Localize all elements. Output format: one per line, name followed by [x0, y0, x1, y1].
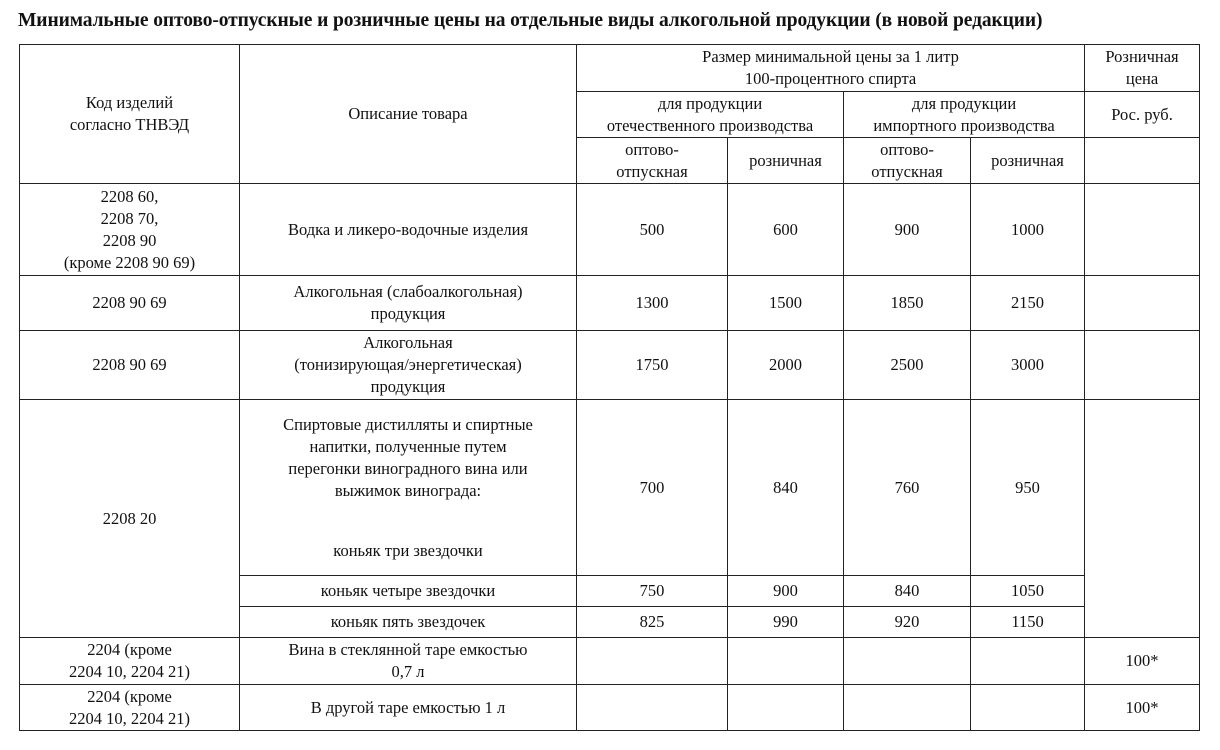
row-dom-retail: 840 [728, 400, 844, 576]
row-dom-retail: 1500 [728, 276, 844, 331]
cognac-item-label: коньяк три звездочки [333, 540, 483, 560]
price-table [19, 44, 1200, 731]
row-description: Водка и ликеро-водочные изделия [240, 184, 577, 276]
row-dom-retail: 600 [728, 184, 844, 276]
row-dom-wholesale: 500 [577, 184, 728, 276]
cognac-item-label: коньяк пять звездочек [240, 607, 577, 638]
cognac-retail-rub [1085, 400, 1200, 638]
header-min-price: Размер минимальной цены за 1 литр 100-процентного спирта [577, 45, 1085, 92]
table-row-cognac [20, 400, 1200, 576]
header-row-1 [20, 45, 1200, 92]
header-domestic: для продукции отечественного производства [577, 92, 844, 138]
row-imp-retail [971, 638, 1085, 685]
header-currency: Рос. руб. [1085, 92, 1200, 138]
row-imp-wholesale: 920 [844, 607, 971, 638]
row-dom-retail: 900 [728, 576, 844, 607]
row-dom-wholesale: 750 [577, 576, 728, 607]
row-dom-retail [728, 638, 844, 685]
row-dom-wholesale: 700 [577, 400, 728, 576]
header-empty-cell [1085, 138, 1200, 184]
table-row [20, 276, 1200, 331]
row-imp-wholesale: 760 [844, 400, 971, 576]
table-row [20, 184, 1200, 276]
row-code: 2208 90 69 [20, 331, 240, 400]
row-dom-wholesale: 1750 [577, 331, 728, 400]
row-retail-rub: 100* [1085, 685, 1200, 731]
row-imp-retail: 1050 [971, 576, 1085, 607]
row-description: В другой таре емкостью 1 л [240, 685, 577, 731]
row-imp-retail [971, 685, 1085, 731]
row-description: Вина в стеклянной таре емкостью 0,7 л [240, 638, 577, 685]
row-imp-wholesale: 840 [844, 576, 971, 607]
cognac-description [240, 400, 577, 576]
row-imp-wholesale: 2500 [844, 331, 971, 400]
header-dom-wholesale: оптово- отпускная [577, 138, 728, 184]
row-retail-rub [1085, 276, 1200, 331]
table-row [20, 638, 1200, 685]
header-retail-price: Розничная цена [1085, 45, 1200, 92]
row-imp-wholesale: 1850 [844, 276, 971, 331]
row-dom-retail: 2000 [728, 331, 844, 400]
header-imp-retail: розничная [971, 138, 1085, 184]
row-description: Алкогольная (тонизирующая/энергетическая) продукция [240, 331, 577, 400]
row-dom-retail [728, 685, 844, 731]
header-dom-retail: розничная [728, 138, 844, 184]
row-imp-retail: 3000 [971, 331, 1085, 400]
cognac-item-label: коньяк четыре звездочки [240, 576, 577, 607]
row-imp-wholesale [844, 685, 971, 731]
row-code: 2204 (кроме 2204 10, 2204 21) [20, 638, 240, 685]
row-dom-wholesale [577, 638, 728, 685]
header-code: Код изделий согласно ТНВЭД [20, 45, 240, 184]
row-imp-retail: 1000 [971, 184, 1085, 276]
row-description: Алкогольная (слабоалкогольная) продукция [240, 276, 577, 331]
row-retail-rub: 100* [1085, 638, 1200, 685]
row-code: 2208 90 69 [20, 276, 240, 331]
row-retail-rub [1085, 184, 1200, 276]
row-dom-wholesale: 825 [577, 607, 728, 638]
header-imported: для продукции импортного производства [844, 92, 1085, 138]
row-imp-retail: 950 [971, 400, 1085, 576]
cognac-intro: Спиртовые дистилляты и спиртные напитки, полученные путем перегонки виноградного вина или выжимок винограда: [283, 414, 533, 500]
row-retail-rub [1085, 331, 1200, 400]
row-imp-wholesale: 900 [844, 184, 971, 276]
row-imp-wholesale [844, 638, 971, 685]
row-imp-retail: 2150 [971, 276, 1085, 331]
page-title: Минимальные оптово-отпускные и розничные цены на отдельные виды алкогольной продукции (в новой редакции) [18, 10, 1043, 31]
row-imp-retail: 1150 [971, 607, 1085, 638]
cognac-code: 2208 20 [20, 400, 240, 638]
row-dom-retail: 990 [728, 607, 844, 638]
table-row [20, 331, 1200, 400]
row-code: 2204 (кроме 2204 10, 2204 21) [20, 685, 240, 731]
table-row [20, 685, 1200, 731]
header-imp-wholesale: оптово- отпускная [844, 138, 971, 184]
row-dom-wholesale [577, 685, 728, 731]
row-code: 2208 60, 2208 70, 2208 90 (кроме 2208 90 69) [20, 184, 240, 276]
row-dom-wholesale: 1300 [577, 276, 728, 331]
header-description: Описание товара [240, 45, 577, 184]
